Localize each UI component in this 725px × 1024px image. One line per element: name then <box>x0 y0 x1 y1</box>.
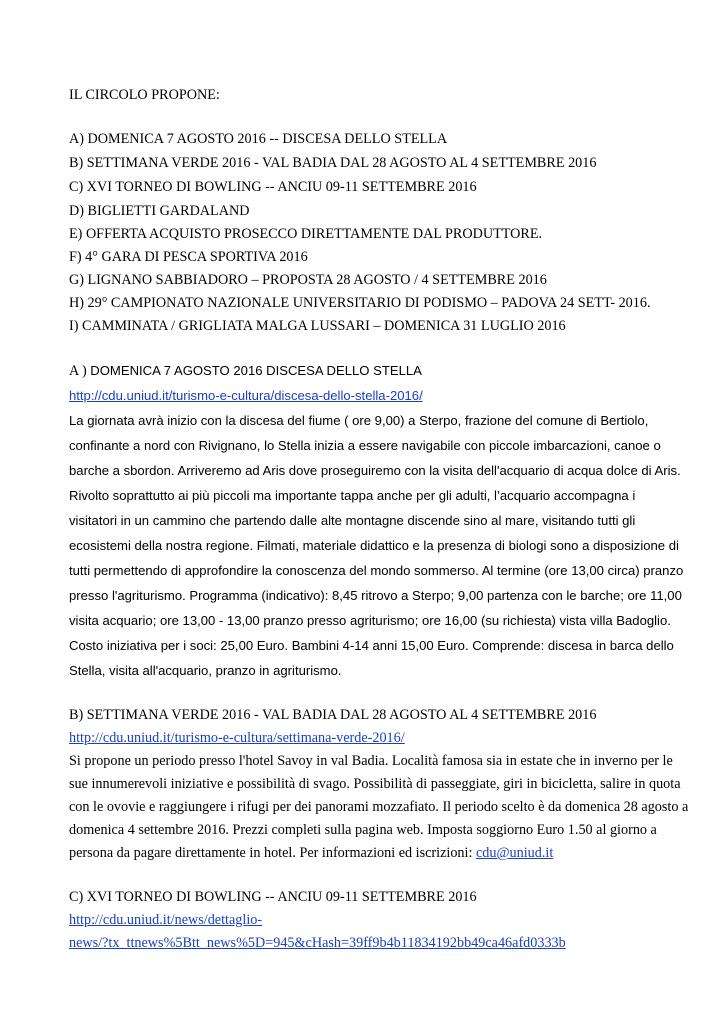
intro-item-b: B) SETTIMANA VERDE 2016 - VAL BADIA DAL 28 AGOSTO AL 4 SETTEMBRE 2016 <box>69 155 597 171</box>
intro-item-i: I) CAMMINATA / GRIGLIATA MALGA LUSSARI – DOMENICA 31 LUGLIO 2016 <box>69 318 566 334</box>
section-c-title: C) XVI TORNEO DI BOWLING -- ANCIU 09-11 SETTEMBRE 2016 <box>69 889 477 905</box>
section-a-line-10: Costo iniziativa per i soci: 25,00 Euro. Bambini 4-14 anni 15,00 Euro. Comprende: discesa in barca dello <box>69 638 674 653</box>
intro-item-e: E) OFFERTA ACQUISTO PROSECCO DIRETTAMENTE DAL PRODUTTORE. <box>69 226 543 242</box>
section-a-line-4: Rivolto soprattutto ai più piccoli ma importante tappa anche per gli adulti, l’acquario accompagna i <box>69 488 636 503</box>
section-a-prefix: A ) <box>69 363 91 379</box>
section-a-line-6: ecosistemi della nostra regione. Filmati, materiale didattico e la presenza di biologi sono a disposizione di <box>69 538 679 553</box>
section-b-link[interactable]: http://cdu.uniud.it/turismo-e-cultura/settimana-verde-2016/ <box>69 730 405 746</box>
intro-item-d: D) BIGLIETTI GARDALAND <box>69 203 250 219</box>
section-a-line-8: presso l'agriturismo. Programma (indicativo): 8,45 ritrovo a Sterpo; 9,00 partenza con le barche; ore 11,00 <box>69 588 682 603</box>
section-a-title <box>69 363 422 379</box>
section-b-line-5-text: persona da pagare direttamente in hotel. Per informazioni ed iscrizioni: <box>69 845 476 861</box>
section-b-title: B) SETTIMANA VERDE 2016 - VAL BADIA DAL 28 AGOSTO AL 4 SETTEMBRE 2016 <box>69 707 597 723</box>
section-b-email-link[interactable]: cdu@uniud.it <box>475 845 554 861</box>
section-b-line-3: con le ovovie e raggiungere i rifugi per dei panorami mozzafiato. Il periodo scelto è da domenica 28 agosto a <box>69 799 689 815</box>
section-a-line-9: visita acquario; ore 13,00 - 13,00 pranzo presso agriturismo; ore 16,00 (su richiesta) vista villa Badoglio. <box>69 613 671 628</box>
section-a-line-3: barche a sbordon. Arriveremo ad Aris dove proseguiremo con la visita dell'acquario di acqua dolce di Aris. <box>69 463 681 478</box>
section-c-link-line-2[interactable]: news/?tx_ttnews%5Btt_news%5D=945&cHash=39ff9b4b11834192bb49ca46afd0333b <box>69 935 566 951</box>
intro-heading: IL CIRCOLO PROPONE: <box>69 87 220 103</box>
intro-item-f: F) 4° GARA DI PESCA SPORTIVA 2016 <box>69 249 308 265</box>
section-a-line-7: tutti permettendo di approfondire la conoscenza del mondo sommerso. Al termine (ore 13,00 circa) pranzo <box>69 563 684 578</box>
section-b-line-1: Si propone un periodo presso l'hotel Savoy in val Badia. Località famosa sia in estate che in inverno per le <box>69 753 673 769</box>
intro-item-c: C) XVI TORNEO DI BOWLING -- ANCIU 09-11 SETTEMBRE 2016 <box>69 179 477 195</box>
section-a-line-11: Stella, visita all'acquario, pranzo in agriturismo. <box>69 663 342 678</box>
section-a-heading: DOMENICA 7 AGOSTO 2016 DISCESA DELLO STELLA <box>90 363 422 378</box>
section-a-line-2: confinante a nord con Rivignano, lo Stella inizia a essere navigabile con piccole imbarcazioni, canoe o <box>69 438 661 453</box>
section-b-line-4: domenica 4 settembre 2016. Prezzi completi sulla pagina web. Imposta soggiorno Euro 1.50 al giorno a <box>69 822 657 838</box>
intro-item-h: H) 29° CAMPIONATO NAZIONALE UNIVERSITARIO DI PODISMO – PADOVA 24 SETT- 2016. <box>69 295 651 311</box>
section-b-line-2: sue innumerevoli iniziative e possibilità di svago. Possibilità di passeggiate, giri in bicicletta, salire in quota <box>69 776 681 792</box>
section-b-line-5 <box>69 845 553 861</box>
section-a-link[interactable]: http://cdu.uniud.it/turismo-e-cultura/discesa-dello-stella-2016/ <box>69 388 423 403</box>
section-c-link-line-1[interactable]: http://cdu.uniud.it/news/dettaglio- <box>69 912 263 928</box>
intro-item-a: A) DOMENICA 7 AGOSTO 2016 -- DISCESA DELLO STELLA <box>69 131 448 147</box>
section-a-line-1: La giornata avrà inizio con la discesa del fiume ( ore 9,00) a Sterpo, frazione del comune di Bertiolo, <box>69 413 649 428</box>
intro-item-g: G) LIGNANO SABBIADORO – PROPOSTA 28 AGOSTO / 4 SETTEMBRE 2016 <box>69 272 547 288</box>
section-a-line-5: visitatori in un cammino che partendo dalle alte montagne discende sino al mare, visitando tutti gli <box>69 513 636 528</box>
